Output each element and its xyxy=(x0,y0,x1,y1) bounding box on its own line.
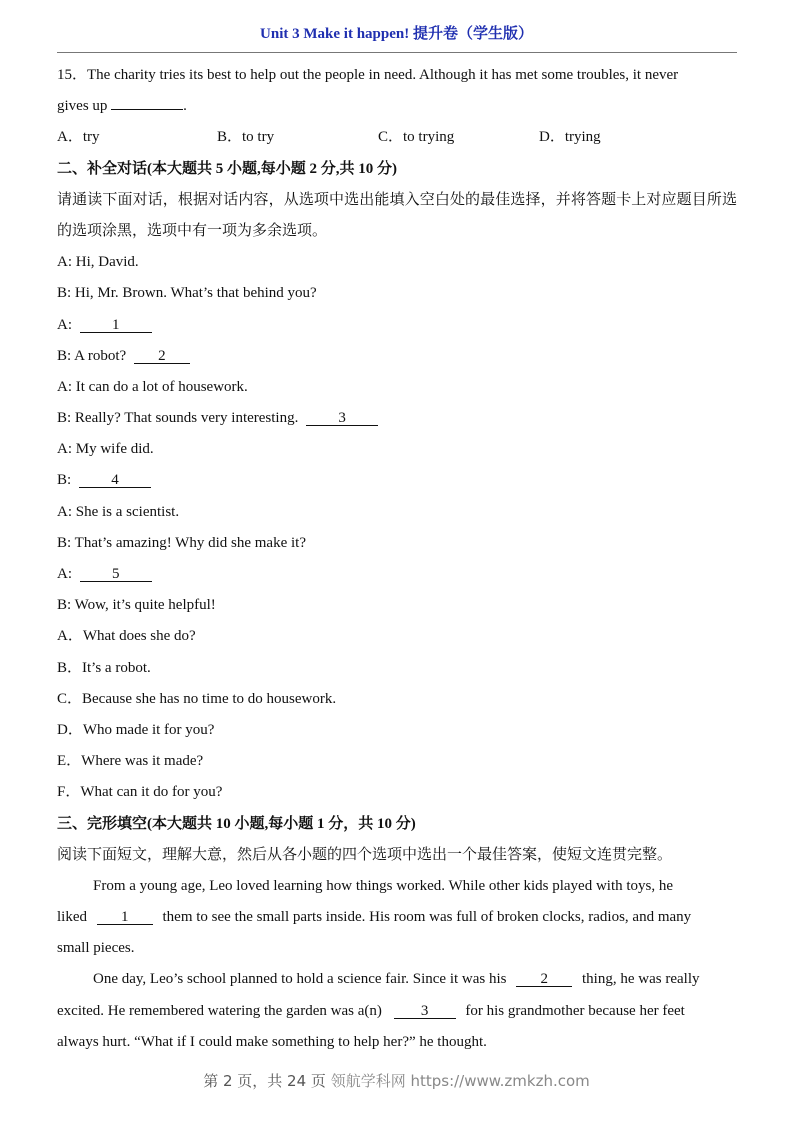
section2-option-f: F．What can it do for you? xyxy=(57,784,223,801)
cloze-blank-1: 1 xyxy=(97,910,153,925)
watermark: 领航学科网 https://www.zmkzh.com xyxy=(330,1072,590,1090)
dialogue-line-11 xyxy=(57,559,737,590)
page-number: 第 2 页，共 24 页 xyxy=(203,1072,326,1090)
passage-p2-line1 xyxy=(57,964,737,995)
section2-option-e: E．Where was it made? xyxy=(57,753,204,770)
section2-option-d: D．Who made it for you? xyxy=(57,721,215,738)
dialogue-speaker: B: xyxy=(57,472,75,489)
q15-stem-line1: 15．The charity tries its best to help out the people in need. Although it has met some troubles, it never xyxy=(57,67,679,83)
dialogue-speaker: A: xyxy=(57,316,76,333)
q15-blank xyxy=(111,109,183,110)
passage-text: liked xyxy=(57,909,87,926)
page-content xyxy=(57,60,737,1058)
section2-title: 二、补全对话(本大题共 5 小题,每小题 2 分,共 10 分) xyxy=(57,160,397,177)
dialogue-line-5: A: It can do a lot of housework. xyxy=(57,378,248,395)
passage-text: for his grandmother because her feet xyxy=(465,1002,685,1019)
dialogue-line-7: A: My wife did. xyxy=(57,441,154,458)
dialogue-line-2: B: Hi, Mr. Brown. What’s that behind you? xyxy=(57,285,317,302)
dialogue-line-10: B: That’s amazing! Why did she make it? xyxy=(57,534,306,551)
section2-option-c: C．Because she has no time to do housework. xyxy=(57,690,337,707)
q15-option-c: C．to trying xyxy=(378,129,455,146)
dialogue-line-12: B: Wow, it’s quite helpful! xyxy=(57,597,216,614)
dialogue-line-3 xyxy=(57,310,737,341)
header-rule xyxy=(57,52,737,53)
dialogue-blank-5: 5 xyxy=(80,567,152,582)
dialogue-line-8 xyxy=(57,465,737,496)
dialogue-line-1: A: Hi, David. xyxy=(57,254,139,271)
passage-text: excited. He remembered watering the garden was a(n) xyxy=(57,1002,382,1019)
passage-p2-line3: always hurt. “What if I could make something to help her?” he thought. xyxy=(57,1033,487,1050)
dialogue-line-4 xyxy=(57,341,737,372)
passage-p2-line2 xyxy=(57,996,737,1027)
passage-text: One day, Leo’s school planned to hold a science fair. Since it was his xyxy=(93,971,507,988)
passage-text: thing, he was really xyxy=(582,971,700,988)
passage-p1-line2 xyxy=(57,902,737,933)
q15-option-a: A．try xyxy=(57,129,100,146)
cloze-blank-2: 2 xyxy=(516,972,572,987)
q15-stem-pre: gives up xyxy=(57,98,108,115)
section2-option-a: A．What does she do? xyxy=(57,628,196,645)
page-header: Unit 3 Make it happen! 提升卷（学生版） xyxy=(260,26,533,42)
dialogue-blank-4: 4 xyxy=(79,473,151,488)
q15-option-d: D．trying xyxy=(539,129,601,146)
q15-stem-post: . xyxy=(183,98,187,115)
passage-p1-line3: small pieces. xyxy=(57,940,135,957)
q15-options xyxy=(57,122,737,153)
passage-p1-line1: From a young age, Leo loved learning how things worked. While other kids played with toys, he xyxy=(93,877,674,894)
dialogue-blank-2: 2 xyxy=(134,349,190,364)
dialogue-line-6 xyxy=(57,403,737,434)
dialogue-speaker: A: xyxy=(57,566,76,583)
page-footer xyxy=(0,1070,793,1091)
cloze-blank-3: 3 xyxy=(394,1004,456,1019)
section2-instruction: 请通读下面对话，根据对话内容，从选项中选出能填入空白处的最佳选择，并将答题卡上对应题目所选的选项涂黑，选项中有一项为多余选项。 xyxy=(57,191,737,239)
passage-text: them to see the small parts inside. His room was full of broken clocks, radios, and many xyxy=(162,909,692,926)
section2-option-b: B．It’s a robot. xyxy=(57,659,151,676)
section3-instruction: 阅读下面短文，理解大意，然后从各小题的四个选项中选出一个最佳答案，使短文连贯完整。 xyxy=(57,846,673,863)
dialogue-blank-1: 1 xyxy=(80,318,152,333)
q15-stem-line2 xyxy=(57,91,737,122)
dialogue-text: B: A robot? xyxy=(57,347,130,364)
q15-option-b: B．to try xyxy=(217,129,275,146)
section3-title: 三、完形填空(本大题共 10 小题,每小题 1 分，共 10 分) xyxy=(57,815,416,832)
dialogue-text: B: Really? That sounds very interesting. xyxy=(57,410,303,427)
dialogue-blank-3: 3 xyxy=(306,411,378,426)
dialogue-line-9: A: She is a scientist. xyxy=(57,503,180,520)
